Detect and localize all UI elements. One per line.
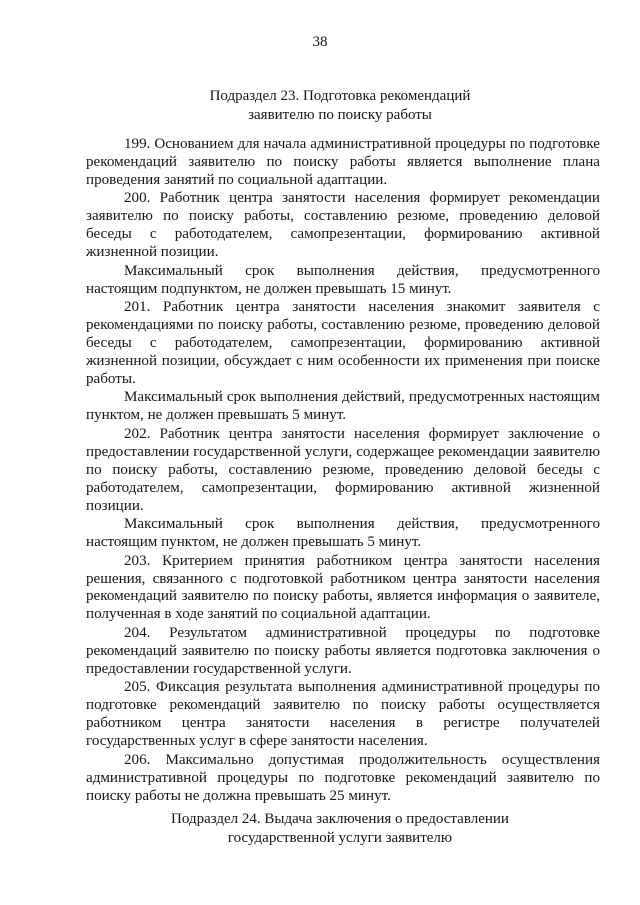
subsection-24-heading — [80, 810, 600, 848]
paragraph-200-time-limit: Максимальный срок выполнения действия, предусмотренного настоящим подпунктом, не должен превышать 15 минут. — [86, 262, 600, 297]
subsection-23-heading — [80, 87, 600, 125]
paragraph-201-time-limit: Максимальный срок выполнения действий, предусмотренных настоящим пунктом, не должен превышать 5 минут. — [86, 389, 600, 424]
paragraph-199: 199. Основанием для начала административной процедуры по подготовке рекомендаций заявителю по поиску работы является выполнение плана проведения занятий по социальной адаптации. — [86, 136, 600, 188]
subsection-24-heading-line-1: Подраздел 24. Выдача заключения о предоставлении — [171, 811, 509, 827]
page-number: 38 — [312, 34, 328, 50]
paragraph-201: 201. Работник центра занятости населения знакомит заявителя с рекомендациями по поиску работы, составлению резюме, проведению деловой беседы с работодателем, самопрезентации, формированию активной жизненной позиции, обсуждает с ним особенности их применения при поиске работы. — [86, 299, 600, 387]
paragraph-205: 205. Фиксация результата выполнения административной процедуры по подготовке рекомендаций заявителю по поиску работы осуществляется работником центра занятости населения в регистре получателей государственных услуг в сфере занятости населения. — [86, 679, 600, 750]
paragraph-203: 203. Критерием принятия работником центра занятости населения решения, связанного с подготовкой работником центра занятости населения рекомендаций заявителю по поиску работы, является информация о заявителе, полученная в ходе занятий по социальной адаптации. — [86, 552, 600, 623]
paragraph-202-time-limit: Максимальный срок выполнения действия, предусмотренного настоящим пунктом, не должен превышать 5 минут. — [86, 516, 600, 551]
paragraph-204: 204. Результатом административной процедуры по подготовке рекомендаций заявителю по поиску работы является подготовка заключения о предоставлении государственной услуги. — [86, 624, 600, 677]
subsection-24-heading-line-2: государственной услуги заявителю — [227, 830, 453, 846]
document-body — [86, 136, 600, 806]
subsection-23-heading-line-1: Подраздел 23. Подготовка рекомендаций — [209, 88, 471, 104]
paragraph-202: 202. Работник центра занятости населения формирует заключение о предоставлении государственной услуги, содержащее рекомендации заявителю по поиску работы, составлению резюме, проведению деловой беседы с работодателем, самопрезентации, формированию активной жизненной позиции. — [86, 425, 600, 514]
subsection-23-heading-line-2: заявителю по поиску работы — [248, 107, 432, 123]
paragraph-200: 200. Работник центра занятости населения формирует рекомендации заявителю по поиску работы, составлению резюме, проведению деловой беседы с работодателем, самопрезентации, формированию активной жизненной позиции. — [86, 190, 600, 261]
paragraph-206: 206. Максимально допустимая продолжительность осуществления административной процедуры по подготовке рекомендаций заявителю по поиску работы не должна превышать 25 минут. — [86, 751, 600, 804]
